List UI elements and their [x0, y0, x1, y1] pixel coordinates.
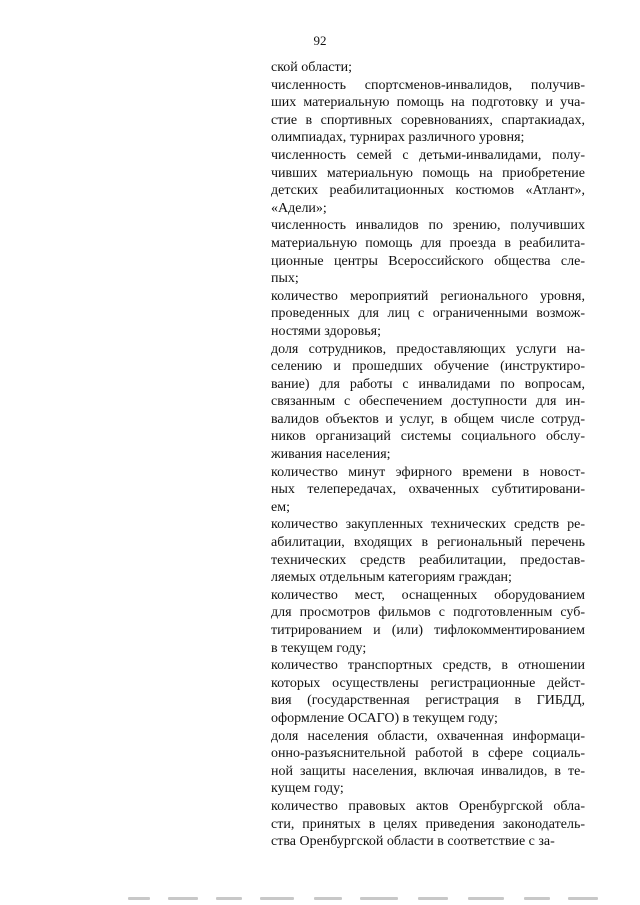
paragraph [271, 147, 585, 217]
paragraph [271, 657, 585, 727]
paragraph [271, 728, 585, 798]
paragraph [271, 516, 585, 586]
text-line: количество правовых актов Оренбургской обла- [271, 798, 585, 814]
text-line: сти, принятых в целях приведения законодатель- [271, 816, 585, 832]
text-line: доля сотрудников, предоставляющих услуги на- [271, 341, 585, 357]
text-line: численность спортсменов-инвалидов, получив- [271, 77, 585, 93]
text-line: титрированием и (или) тифлокомментированием [271, 623, 585, 638]
text-line: количество закупленных технических средств ре- [271, 517, 585, 533]
text-line: стие в спортивных соревнованиях, спартакиадах, [271, 112, 585, 128]
text-line: селению и прошедших обучение (инструктиро- [271, 359, 585, 375]
text-line: количество мест, оснащенных оборудованием [271, 587, 585, 603]
text-line: абилитации, входящих в региональный перечень [271, 535, 585, 551]
paragraph [271, 587, 585, 657]
paragraph [271, 77, 585, 147]
text-line: кущем году; [271, 781, 344, 797]
text-line: количество мероприятий регионального уровня, [271, 288, 585, 304]
text-line: валидов объектов и услуг, в общем числе сотруд- [271, 411, 585, 427]
text-line: количество транспортных средств, в отношении [271, 658, 585, 674]
text-line: технических средств реабилитации, предостав- [271, 552, 585, 568]
text-line: ной защиты населения, включая инвалидов, в те- [271, 763, 585, 779]
text-line: олимпиадах, турнирах различного уровня; [271, 130, 525, 146]
text-line: которых осуществлены регистрационные дейст- [271, 675, 585, 691]
text-line: живания населения; [271, 447, 391, 463]
page-number: 92 [313, 33, 327, 48]
text-line: доля населения области, охваченная информаци- [271, 728, 585, 744]
text-line: численность инвалидов по зрению, получивших [271, 218, 585, 234]
text-line: ших материальную помощь на подготовку и уча- [271, 95, 585, 111]
text-line: материальную помощь для проезда в реабилита- [271, 235, 585, 251]
footer-scan-artifact [128, 894, 618, 902]
text-line: вание) для работы с инвалидами по вопросам, [271, 376, 585, 392]
text-line: детских реабилитационных костюмов «Атлант», [271, 183, 585, 199]
text-line: ляемых отдельным категориям граждан; [271, 570, 512, 586]
text-line: ников организаций системы социального обслу- [271, 429, 585, 445]
document-text-column [271, 59, 585, 851]
text-line: ционные центры Всероссийского общества сле- [271, 253, 585, 269]
paragraph [271, 798, 585, 851]
text-line: ных телепередачах, охваченных субтитировани- [271, 482, 585, 498]
text-line: пых; [271, 271, 299, 287]
text-line: для просмотров фильмов с подготовленным суб- [271, 605, 585, 621]
text-line: ем; [271, 499, 290, 515]
text-line: вия (государственная регистрация в ГИБДД, [271, 693, 585, 709]
paragraph [271, 464, 585, 517]
text-line: «Адели»; [271, 200, 327, 216]
text-line: связанным с обеспечением доступности для ин- [271, 394, 585, 410]
text-line: численность семей с детьми-инвалидами, полу- [271, 147, 585, 163]
paragraph [271, 217, 585, 287]
text-line: ностями здоровья; [271, 323, 382, 339]
paragraph [271, 59, 585, 77]
text-line: количество минут эфирного времени в новост- [271, 464, 585, 480]
text-line: чивших материальную помощь на приобретение [271, 165, 585, 181]
paragraph [271, 341, 585, 464]
text-line: проведенных для лиц с ограниченными возмож- [271, 306, 585, 322]
text-line: оформление ОСАГО) в текущем году; [271, 710, 498, 726]
text-line: онно-разъяснительной работой в сфере социаль- [271, 746, 585, 762]
text-line: ской области; [271, 60, 352, 75]
text-line: в текущем году; [271, 640, 367, 656]
paragraph [271, 288, 585, 341]
text-line: ства Оренбургской области в соответствие с за- [271, 834, 555, 850]
